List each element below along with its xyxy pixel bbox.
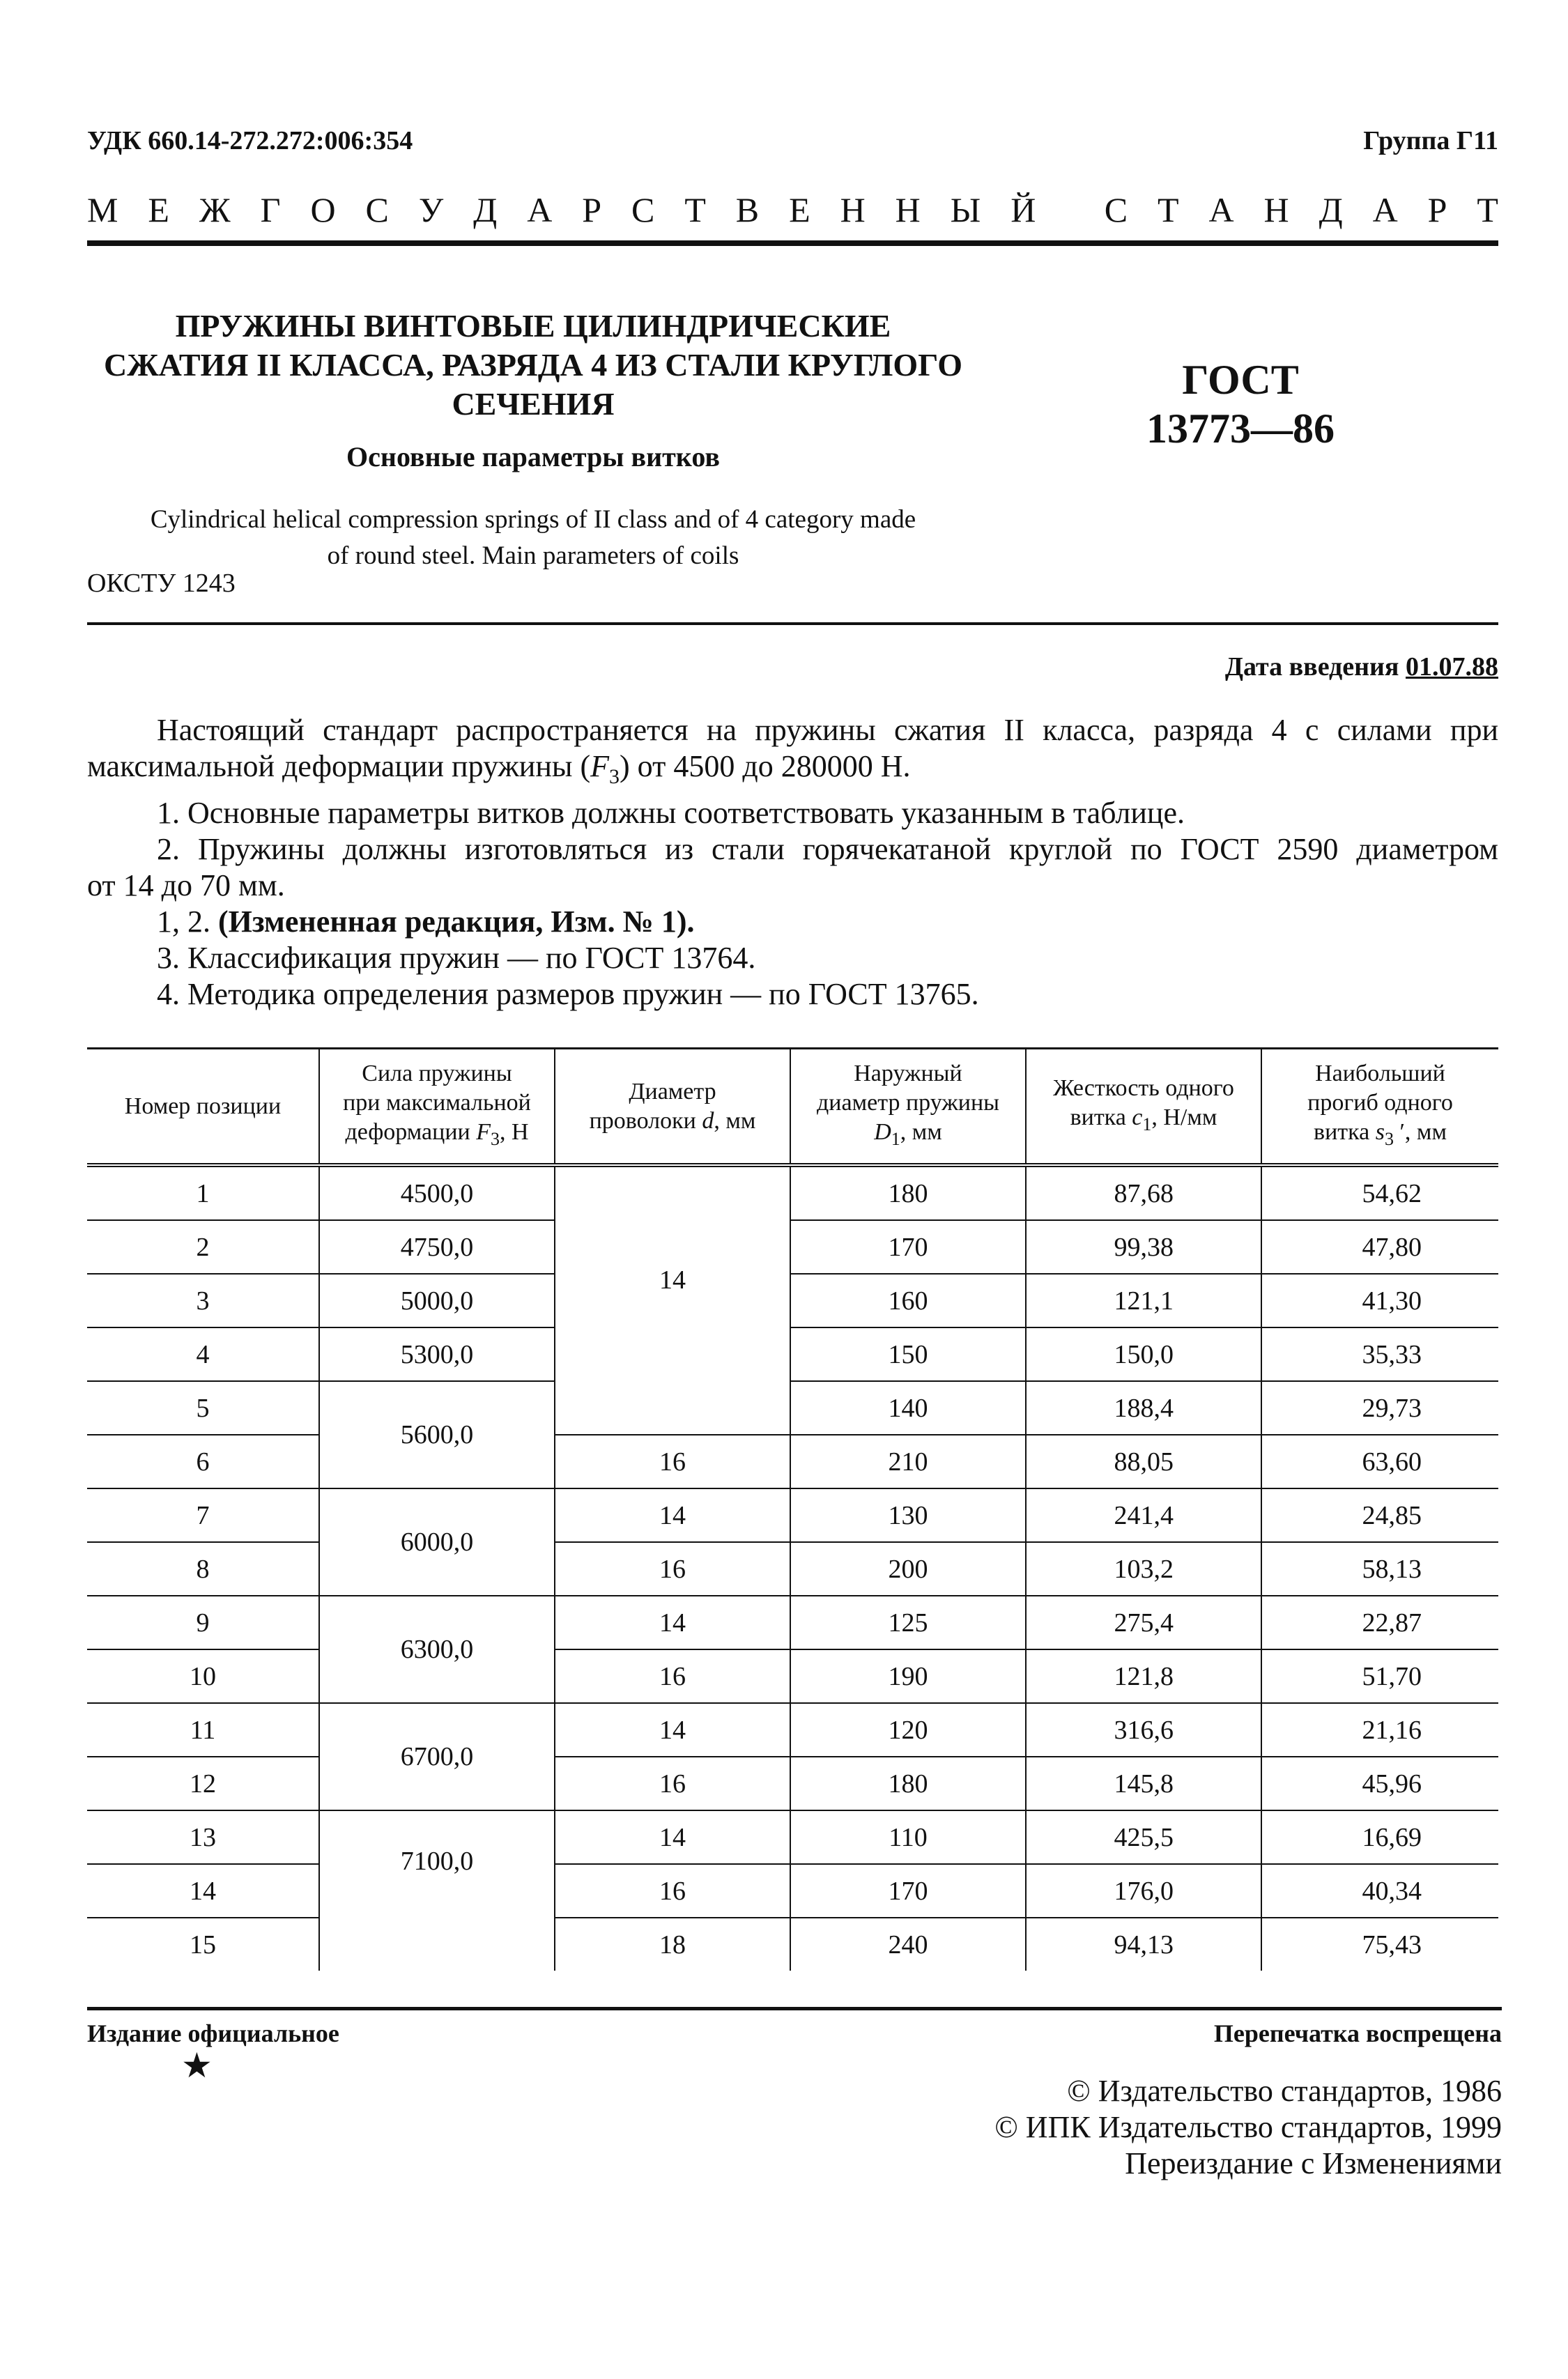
- table-row: [87, 1542, 1498, 1596]
- cell-outer-diameter: 110: [790, 1810, 1026, 1864]
- cell-stiffness: 88,05: [1026, 1435, 1261, 1488]
- cell-stiffness: 145,8: [1026, 1757, 1261, 1810]
- udk-code: УДК 660.14-272.272:006:354: [87, 126, 413, 155]
- gost-number: 13773—86: [1146, 406, 1335, 452]
- cell-wire-diameter: 14: [555, 1165, 790, 1435]
- copyright-line: Переиздание с Изменениями: [1125, 2146, 1502, 2180]
- cell-force: 7100,0: [319, 1810, 555, 1971]
- cell-position: 5: [87, 1381, 319, 1435]
- table-row: [87, 1918, 1498, 1971]
- date-value: 01.07.88: [1406, 652, 1498, 682]
- cell-deflection: 22,87: [1261, 1596, 1498, 1649]
- cell-outer-diameter: 150: [790, 1327, 1026, 1381]
- cell-deflection: 58,13: [1261, 1542, 1498, 1596]
- header-max-deflection: Наибольший прогиб одного витка $s_3$ ′, мм: [1261, 1049, 1498, 1166]
- table-row: [87, 1488, 1498, 1542]
- paragraph: 1. Основные параметры витков должны соответствовать указанным в таблице.: [157, 795, 1185, 830]
- cell-force: 6000,0: [319, 1488, 555, 1596]
- cell-position: 8: [87, 1542, 319, 1596]
- cell-position: 7: [87, 1488, 319, 1542]
- cell-deflection: 51,70: [1261, 1649, 1498, 1703]
- date-label: Дата введения: [1224, 652, 1399, 682]
- title-rule: [87, 622, 1498, 625]
- document-title: [87, 307, 979, 424]
- cell-deflection: 40,34: [1261, 1864, 1498, 1918]
- reprint-prohibited-note: Перепечатка воспрещена: [1213, 2019, 1502, 2047]
- english-title: [87, 502, 979, 574]
- table-row: [87, 1274, 1498, 1327]
- cell-stiffness: 425,5: [1026, 1810, 1261, 1864]
- cell-outer-diameter: 160: [790, 1274, 1026, 1327]
- cell-stiffness: 316,6: [1026, 1703, 1261, 1757]
- table-row: [87, 1757, 1498, 1810]
- cell-deflection: 21,16: [1261, 1703, 1498, 1757]
- table-row: [87, 1810, 1498, 1864]
- cell-wire-diameter: 14: [555, 1810, 790, 1864]
- paragraph: от 14 до 70 мм.: [87, 868, 285, 902]
- cell-stiffness: 176,0: [1026, 1864, 1261, 1918]
- cell-position: 1: [87, 1165, 319, 1220]
- cell-wire-diameter: 14: [555, 1596, 790, 1649]
- cell-deflection: 16,69: [1261, 1810, 1498, 1864]
- copyright-block: [994, 2073, 1502, 2182]
- table-row: [87, 1327, 1498, 1381]
- paragraph: 4. Методика определения размеров пружин — по ГОСТ 13765.: [157, 976, 979, 1011]
- cell-deflection: 29,73: [1261, 1381, 1498, 1435]
- cell-position: 6: [87, 1435, 319, 1488]
- cell-deflection: 41,30: [1261, 1274, 1498, 1327]
- cell-stiffness: 150,0: [1026, 1327, 1261, 1381]
- cell-stiffness: 121,1: [1026, 1274, 1261, 1327]
- cell-wire-diameter: 16: [555, 1757, 790, 1810]
- star-icon: ★: [181, 2046, 213, 2085]
- copyright-line: © ИПК Издательство стандартов, 1999: [994, 2110, 1502, 2144]
- paragraph: 1, 2. (Измененная редакция, Изм. № 1).: [157, 904, 695, 939]
- cell-stiffness: 103,2: [1026, 1542, 1261, 1596]
- footer-rule: [87, 2007, 1502, 2010]
- cell-wire-diameter: 16: [555, 1542, 790, 1596]
- paragraph: 2. Пружины должны изготовляться из стали горячекатаной круглой по ГОСТ 2590 диаметром: [157, 831, 1498, 866]
- english-title-line: of round steel. Main parameters of coils: [327, 541, 739, 570]
- cell-position: 10: [87, 1649, 319, 1703]
- cell-outer-diameter: 200: [790, 1542, 1026, 1596]
- table-row: [87, 1165, 1498, 1220]
- cell-outer-diameter: 190: [790, 1649, 1026, 1703]
- cell-position: 11: [87, 1703, 319, 1757]
- cell-position: 13: [87, 1810, 319, 1864]
- cell-force: 5300,0: [319, 1327, 555, 1381]
- table-row: [87, 1596, 1498, 1649]
- paragraph: Настоящий стандарт распространяется на пружины сжатия II класса, разряда 4 с силами при: [157, 713, 1498, 747]
- cell-outer-diameter: 180: [790, 1165, 1026, 1220]
- cell-wire-diameter: 16: [555, 1864, 790, 1918]
- cell-deflection: 75,43: [1261, 1918, 1498, 1971]
- cell-force: 5000,0: [319, 1274, 555, 1327]
- cell-deflection: 35,33: [1261, 1327, 1498, 1381]
- cell-wire-diameter: 16: [555, 1435, 790, 1488]
- cell-deflection: 24,85: [1261, 1488, 1498, 1542]
- cell-deflection: 47,80: [1261, 1220, 1498, 1274]
- cell-position: 12: [87, 1757, 319, 1810]
- cell-deflection: 54,62: [1261, 1165, 1498, 1220]
- cell-position: 15: [87, 1918, 319, 1971]
- title-line: СЕЧЕНИЯ: [452, 386, 615, 422]
- cell-deflection: 45,96: [1261, 1757, 1498, 1810]
- cell-outer-diameter: 210: [790, 1435, 1026, 1488]
- cell-stiffness: 241,4: [1026, 1488, 1261, 1542]
- cell-outer-diameter: 130: [790, 1488, 1026, 1542]
- cell-stiffness: 188,4: [1026, 1381, 1261, 1435]
- cell-force: 4500,0: [319, 1165, 555, 1220]
- introduction-date: [1225, 652, 1498, 682]
- cell-position: 3: [87, 1274, 319, 1327]
- cell-force: 6700,0: [319, 1703, 555, 1810]
- cell-wire-diameter: 14: [555, 1488, 790, 1542]
- english-title-line: Cylindrical helical compression springs of II class and of 4 category made: [150, 505, 916, 534]
- gost-designation: [1087, 355, 1394, 453]
- paragraph: 3. Классификация пружин — по ГОСТ 13764.: [157, 940, 756, 975]
- paragraph: максимальной деформации пружины $(F_3)$ от 4500 до 280000 Н.: [87, 749, 911, 788]
- cell-force: 6300,0: [319, 1596, 555, 1703]
- header-rule: [87, 240, 1498, 246]
- parameters-table: [87, 1047, 1498, 1971]
- table-header-row: [87, 1049, 1498, 1166]
- header-stiffness: Жесткость одного витка $c_1$, Н/мм: [1026, 1049, 1261, 1166]
- cell-stiffness: 94,13: [1026, 1918, 1261, 1971]
- cell-stiffness: 275,4: [1026, 1596, 1261, 1649]
- cell-position: 2: [87, 1220, 319, 1274]
- copyright-line: © Издательство стандартов, 1986: [1067, 2074, 1502, 2108]
- cell-force: 5600,0: [319, 1381, 555, 1488]
- table-row: [87, 1864, 1498, 1918]
- cell-stiffness: 99,38: [1026, 1220, 1261, 1274]
- body-text: [87, 712, 1498, 1013]
- cell-outer-diameter: 170: [790, 1220, 1026, 1274]
- cell-position: 4: [87, 1327, 319, 1381]
- header-wire-diameter: Диаметр проволоки d, мм: [555, 1049, 790, 1166]
- table-row: [87, 1435, 1498, 1488]
- cell-wire-diameter: 14: [555, 1703, 790, 1757]
- cell-position: 9: [87, 1596, 319, 1649]
- header-outer-diameter: Наружный диаметр пружины $D_1$, мм: [790, 1049, 1026, 1166]
- cell-wire-diameter: 18: [555, 1918, 790, 1971]
- cell-wire-diameter: 16: [555, 1649, 790, 1703]
- group-code: Группа Г11: [1363, 126, 1498, 155]
- okstu-code: ОКСТУ 1243: [87, 569, 236, 598]
- table-row: [87, 1703, 1498, 1757]
- table-row: [87, 1381, 1498, 1435]
- cell-outer-diameter: 140: [790, 1381, 1026, 1435]
- cell-outer-diameter: 170: [790, 1864, 1026, 1918]
- table-row: [87, 1649, 1498, 1703]
- gost-label: ГОСТ: [1182, 357, 1299, 403]
- cell-outer-diameter: 240: [790, 1918, 1026, 1971]
- cell-stiffness: 87,68: [1026, 1165, 1261, 1220]
- official-edition-note: Издание официальное: [87, 2019, 339, 2047]
- cell-outer-diameter: 120: [790, 1703, 1026, 1757]
- header-position: Номер позиции: [87, 1049, 319, 1166]
- title-line: ПРУЖИНЫ ВИНТОВЫЕ ЦИЛИНДРИЧЕСКИЕ: [175, 308, 891, 344]
- table-row: [87, 1220, 1498, 1274]
- cell-outer-diameter: 125: [790, 1596, 1026, 1649]
- cell-deflection: 63,60: [1261, 1435, 1498, 1488]
- document-subtitle: Основные параметры витков: [346, 441, 720, 472]
- cell-force: 4750,0: [319, 1220, 555, 1274]
- cell-position: 14: [87, 1864, 319, 1918]
- header-force: Сила пружины при максимальной деформации $F_3$, Н: [319, 1049, 555, 1166]
- interstate-standard-banner: М Е Ж Г О С У Д А Р С Т В Е Н Н Ы Й С Т А Н Д А Р Т: [87, 190, 1498, 229]
- cell-outer-diameter: 180: [790, 1757, 1026, 1810]
- title-line: СЖАТИЯ II КЛАССА, РАЗРЯДА 4 ИЗ СТАЛИ КРУГЛОГО: [103, 347, 963, 383]
- cell-stiffness: 121,8: [1026, 1649, 1261, 1703]
